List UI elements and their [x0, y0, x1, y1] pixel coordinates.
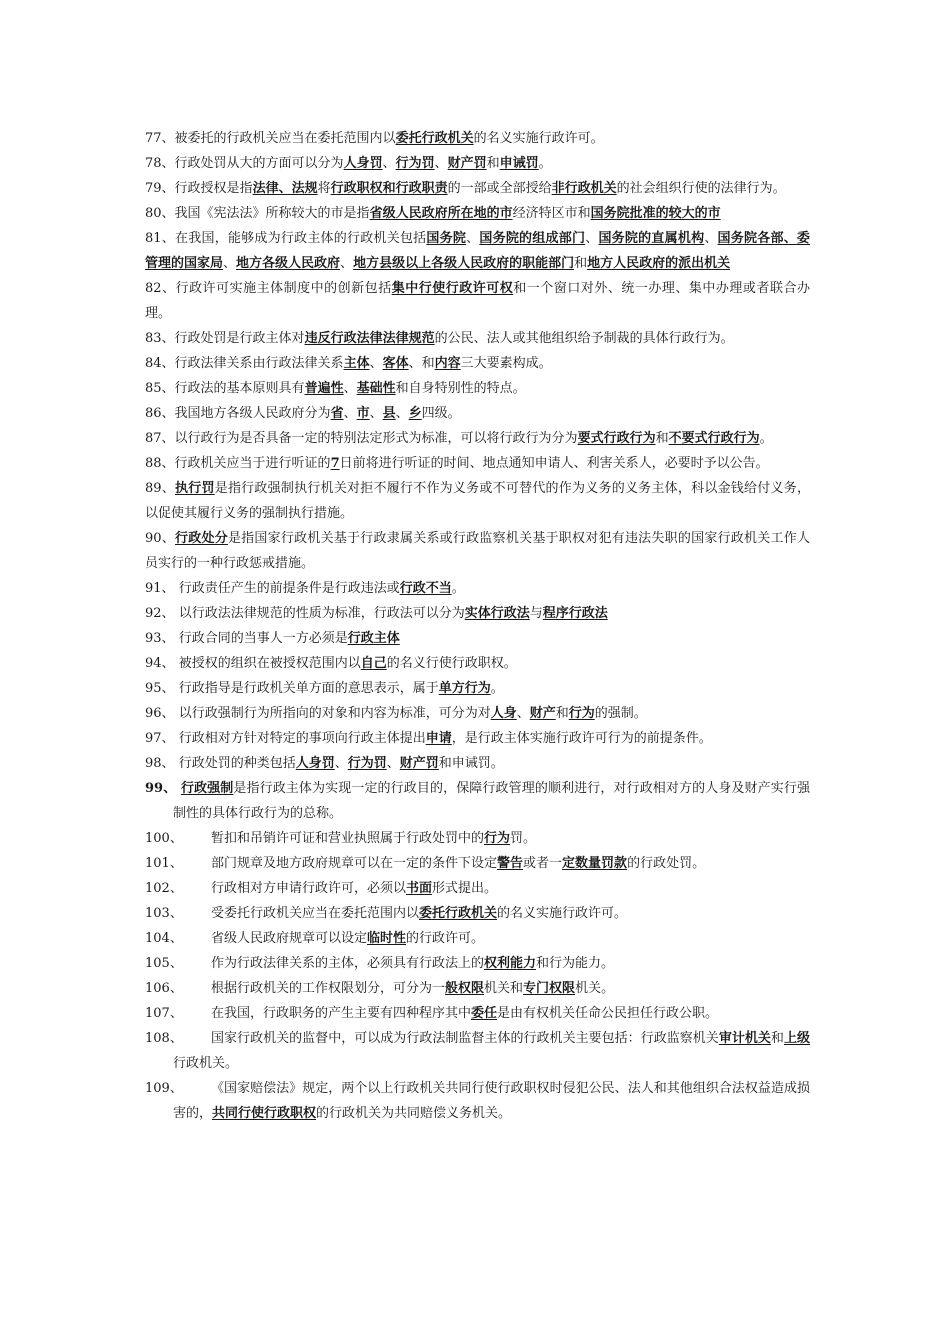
item-text: 形式提出。 [432, 881, 498, 896]
item-text: 的社会组织行使的法律行为。 [616, 181, 786, 196]
item-text: 国家行政机关的监督中，可以成为行政法制监督主体的行政机关主要包括：行政监察机关 [211, 1031, 719, 1046]
answer-blank: 申诫罚 [499, 156, 539, 171]
item-text: 是指国家行政机关基于行政隶属关系或行政监察机关基于职权对犯有违法失职的国家行政机关工作人员实行的一种行政惩戒措施。 [145, 531, 810, 571]
item-text: 行政相对方针对特定的事项向行政主体提出 [178, 731, 426, 746]
item-text: 的名义实施行政许可。 [497, 906, 628, 921]
item-text: 我国地方各级人民政府分为 [174, 406, 331, 421]
answer-blank: 实体行政法 [464, 606, 530, 621]
item-text: 我国《宪法法》所称较大的市是指 [174, 206, 370, 221]
answer-blank: 人身罚 [343, 156, 383, 171]
item-text: 机关。 [575, 981, 615, 996]
item-number: 79、 [145, 181, 175, 196]
item-text: 在我国，行政职务的产生主要有四种程序其中 [211, 1006, 472, 1021]
item-number: 105、 [145, 956, 183, 971]
item-text: 和申诫罚。 [438, 756, 504, 771]
list-item [145, 626, 810, 651]
answer-blank: 申请 [425, 731, 452, 746]
list-item [145, 1076, 810, 1126]
item-text: 的名义实施行政许可。 [473, 131, 604, 146]
item-text: 和 [574, 256, 588, 271]
answer-blank: 权利能力 [484, 956, 537, 971]
answer-blank: 警告 [497, 856, 524, 871]
item-text: 。 [759, 431, 773, 446]
item-text: 暂扣和吊销许可证和营业执照属于行政处罚中的 [211, 831, 485, 846]
answer-blank: 行政处分 [175, 531, 228, 546]
item-text: 的公民、法人或其他组织给予制裁的具体行政行为。 [434, 331, 734, 346]
answer-blank: 地方县级以上各级人民政府的职能部门 [353, 256, 575, 271]
answer-blank: 行政不当 [399, 581, 452, 596]
item-text: 和 [486, 156, 500, 171]
list-item [145, 726, 810, 751]
list-item [145, 276, 810, 326]
list-item [145, 376, 810, 401]
item-text: 和 [555, 706, 569, 721]
answer-blank: 要式行政行为 [577, 431, 656, 446]
item-text: 是指行政强制执行机关对拒不履行不作为义务或不可替代的作为义务的义务主体，科以金钱给付义务，以促使其履行义务的强制执行措施。 [145, 481, 810, 521]
answer-blank: 市 [356, 406, 370, 421]
item-text: 、 [386, 756, 400, 771]
list-item [145, 951, 810, 976]
answer-blank: 国务院批准的较大的市 [590, 206, 721, 221]
answer-blank: 财产罚 [447, 156, 487, 171]
item-text: 行政机关。 [173, 1056, 239, 1071]
answer-blank: 行政主体 [347, 631, 400, 646]
item-text: 行政处罚是行政主体对 [174, 331, 305, 346]
list-item [145, 201, 810, 226]
item-number: 102、 [145, 881, 183, 896]
item-text: 、 [516, 706, 530, 721]
item-text: 行政许可实施主体制度中的创新包括 [175, 281, 392, 296]
item-number: 101、 [145, 856, 183, 871]
answer-blank: 委托行政机关 [419, 906, 498, 921]
item-text: 、 [223, 256, 237, 271]
list-item [145, 351, 810, 376]
list-item [145, 851, 810, 876]
item-text: 和一个窗口对外、统一办理、集中办理或者联合办理。 [145, 281, 810, 321]
list-item [145, 476, 810, 526]
list-item [145, 601, 810, 626]
answer-blank: 基础性 [356, 381, 396, 396]
list-item [145, 976, 810, 1001]
answer-blank: 行政职权和行政职责 [330, 181, 448, 196]
item-text: 、 [585, 231, 599, 246]
item-text: 行政指导是行政机关单方面的意思表示，属于 [178, 681, 439, 696]
answer-blank: 省 [330, 406, 344, 421]
item-text: 行政责任产生的前提条件是行政违法或 [178, 581, 400, 596]
answer-blank: 单方行为 [438, 681, 491, 696]
item-text: 和行为能力。 [536, 956, 615, 971]
list-item [145, 576, 810, 601]
item-text: 行政相对方申请行政许可，必须以 [211, 881, 407, 896]
item-text: 将 [317, 181, 331, 196]
answer-blank: 不要式行政行为 [668, 431, 760, 446]
item-text: 部门规章及地方政府规章可以在一定的条件下设定 [211, 856, 498, 871]
list-item [145, 126, 810, 151]
item-text: 经济特区市和 [512, 206, 591, 221]
item-text: 与 [529, 606, 543, 621]
item-text: 行政授权是指 [174, 181, 253, 196]
item-text: 。 [451, 581, 465, 596]
item-text: 被授权的组织在被授权范围内以 [178, 656, 361, 671]
list-item [145, 176, 810, 201]
item-text: 罚。 [510, 831, 537, 846]
item-number: 107、 [145, 1006, 183, 1021]
list-item [145, 676, 810, 701]
answer-blank: 程序行政法 [542, 606, 608, 621]
item-text: 是指行政主体为实现一定的行政目的，保障行政管理的顺利进行，对行政相对方的人身及财产实行强制性的具体行政行为的总称。 [173, 781, 810, 821]
item-text: 、 [369, 356, 383, 371]
item-text: 和自身特别性的特点。 [395, 381, 526, 396]
answer-blank: 委托行政机关 [395, 131, 474, 146]
item-text: 行政机关应当于进行听证的 [174, 456, 331, 471]
item-number: 95、 [145, 681, 179, 696]
item-text: 、 [343, 406, 357, 421]
answer-blank: 地方人民政府的派出机关 [587, 256, 731, 271]
item-text: 、 [466, 231, 480, 246]
item-text: 的一部或全部授给 [447, 181, 552, 196]
list-item [145, 701, 810, 726]
item-text: 的行政许可。 [406, 931, 485, 946]
item-number: 93、 [145, 631, 179, 646]
answer-blank: 国务院各部、委管理的国家局 [145, 231, 810, 271]
item-text: 受委托行政机关应当在委托范围内以 [211, 906, 420, 921]
item-text: 的名义行使行政职权。 [386, 656, 517, 671]
item-text: 机关和 [484, 981, 524, 996]
item-number: 81、 [145, 231, 176, 246]
item-number: 87、 [145, 431, 175, 446]
question-list [145, 126, 810, 1126]
item-text: 三大要素构成。 [460, 356, 552, 371]
item-text: 和 [770, 1031, 784, 1046]
item-number: 77、 [145, 131, 175, 146]
answer-blank: 行为 [484, 831, 511, 846]
item-number: 100、 [145, 831, 183, 846]
list-item [145, 426, 810, 451]
item-text: 行政处罚的种类包括 [178, 756, 296, 771]
answer-blank: 人身 [490, 706, 517, 721]
answer-blank: 上级 [783, 1031, 810, 1046]
answer-blank: 执行罚 [175, 481, 215, 496]
answer-blank: 行为罚 [347, 756, 387, 771]
item-text: 省级人民政府规章可以设定 [211, 931, 368, 946]
item-number: 89、 [145, 481, 176, 496]
item-text: 四级。 [421, 406, 461, 421]
item-text: 和 [655, 431, 669, 446]
item-number: 97、 [145, 731, 179, 746]
answer-blank: 自己 [360, 656, 387, 671]
item-text: 的行政处罚。 [627, 856, 706, 871]
item-text: 行政合同的当事人一方必须是 [178, 631, 348, 646]
list-item [145, 451, 810, 476]
answer-blank: 7 [330, 456, 340, 471]
list-item [145, 1026, 810, 1076]
answer-blank: 国务院的组成部门 [479, 231, 586, 246]
item-text: 行政处罚从大的方面可以分为 [174, 156, 344, 171]
item-text: 《国家赔偿法》规定，两个以上行政机关共同行使行政职权时侵犯公民、法人和其他组织合法权益造成损害的， [173, 1081, 810, 1121]
item-text: 或者一 [523, 856, 563, 871]
list-item [145, 1001, 810, 1026]
item-number: 78、 [145, 156, 175, 171]
item-number: 96、 [145, 706, 179, 721]
item-text: 日前将进行听证的时间、地点通知申请人、利害关系人，必要时予以公告。 [339, 456, 769, 471]
answer-blank: 乡 [408, 406, 422, 421]
answer-blank: 委任 [471, 1006, 498, 1021]
list-item [145, 826, 810, 851]
item-number: 84、 [145, 356, 175, 371]
answer-blank: 法律、法规 [252, 181, 318, 196]
item-text: 。 [490, 681, 504, 696]
answer-blank: 县 [382, 406, 396, 421]
item-text: 行政法律关系由行政法律关系 [174, 356, 344, 371]
item-text: 行政法的基本原则具有 [174, 381, 305, 396]
item-number: 103、 [145, 906, 183, 921]
answer-blank: 内容 [434, 356, 461, 371]
item-text: 以行政行为是否具备一定的特别法定形式为标准，可以将行政行为分为 [174, 431, 578, 446]
list-item [145, 901, 810, 926]
list-item [145, 526, 810, 576]
item-text: 根据行政机关的工作权限划分，可分为一 [211, 981, 446, 996]
item-text: 的行政机关为共同赔偿义务机关。 [316, 1106, 512, 1121]
item-text: 被委托的行政机关应当在委托范围内以 [174, 131, 396, 146]
answer-blank: 客体 [382, 356, 409, 371]
item-text: 、 [343, 381, 357, 396]
answer-blank: 共同行使行政职权 [212, 1106, 317, 1121]
answer-blank: 普遍性 [304, 381, 344, 396]
item-number: 91、 [145, 581, 179, 596]
item-text: 以行政法法律规范的性质为标准，行政法可以分为 [178, 606, 465, 621]
item-number: 109、 [145, 1081, 183, 1096]
list-item [145, 151, 810, 176]
item-text: 。 [538, 156, 552, 171]
item-text: 、 [334, 756, 348, 771]
answer-blank: 地方各级人民政府 [236, 256, 341, 271]
answer-blank: 临时性 [367, 931, 407, 946]
answer-blank: 非行政机关 [551, 181, 617, 196]
answer-blank: 审计机关 [718, 1031, 771, 1046]
item-text: 、 [369, 406, 383, 421]
answer-blank: 国务院的直属机构 [598, 231, 705, 246]
answer-blank: 人身罚 [295, 756, 335, 771]
item-text: ，是行政主体实施行政许可行为的前提条件。 [451, 731, 712, 746]
item-number: 92、 [145, 606, 179, 621]
item-number: 99、 [145, 781, 181, 796]
item-text: 在我国，能够成为行政主体的行政机关包括 [175, 231, 427, 246]
item-number: 83、 [145, 331, 175, 346]
answer-blank: 省级人民政府所在地的市 [369, 206, 513, 221]
list-item [145, 651, 810, 676]
list-item [145, 926, 810, 951]
item-number: 106、 [145, 981, 183, 996]
answer-blank: 主体 [343, 356, 370, 371]
answer-blank: 行政强制 [180, 781, 234, 796]
answer-blank: 般权限 [445, 981, 485, 996]
item-number: 90、 [145, 531, 176, 546]
item-text: 、 [395, 406, 409, 421]
item-number: 80、 [145, 206, 175, 221]
answer-blank: 违反行政法律法律规范 [304, 331, 435, 346]
item-text: 的强制。 [594, 706, 647, 721]
list-item [145, 876, 810, 901]
item-number: 82、 [145, 281, 176, 296]
item-text: 、 [704, 231, 718, 246]
item-number: 86、 [145, 406, 175, 421]
list-item [145, 751, 810, 776]
answer-blank: 行为 [568, 706, 595, 721]
answer-blank: 行为罚 [395, 156, 435, 171]
item-text: 作为行政法律关系的主体，必须具有行政法上的 [211, 956, 485, 971]
answer-blank: 书面 [406, 881, 433, 896]
item-text: 、 [434, 156, 448, 171]
list-item [145, 776, 810, 826]
item-text: 以行政强制行为所指向的对象和内容为标准，可分为对 [178, 706, 491, 721]
list-item [145, 326, 810, 351]
answer-blank: 集中行使行政许可权 [391, 281, 514, 296]
item-number: 94、 [145, 656, 179, 671]
item-number: 108、 [145, 1031, 183, 1046]
answer-blank: 专门权限 [523, 981, 576, 996]
item-text: 、 [340, 256, 354, 271]
item-number: 98、 [145, 756, 179, 771]
answer-blank: 定数量罚款 [562, 856, 628, 871]
answer-blank: 财产 [529, 706, 556, 721]
answer-blank: 国务院 [426, 231, 467, 246]
item-text: 、和 [408, 356, 435, 371]
answer-blank: 财产罚 [399, 756, 439, 771]
list-item [145, 401, 810, 426]
item-number: 85、 [145, 381, 175, 396]
item-number: 88、 [145, 456, 175, 471]
item-text: 是由有权机关任命公民担任行政公职。 [497, 1006, 719, 1021]
item-text: 、 [382, 156, 396, 171]
list-item [145, 226, 810, 276]
item-number: 104、 [145, 931, 183, 946]
